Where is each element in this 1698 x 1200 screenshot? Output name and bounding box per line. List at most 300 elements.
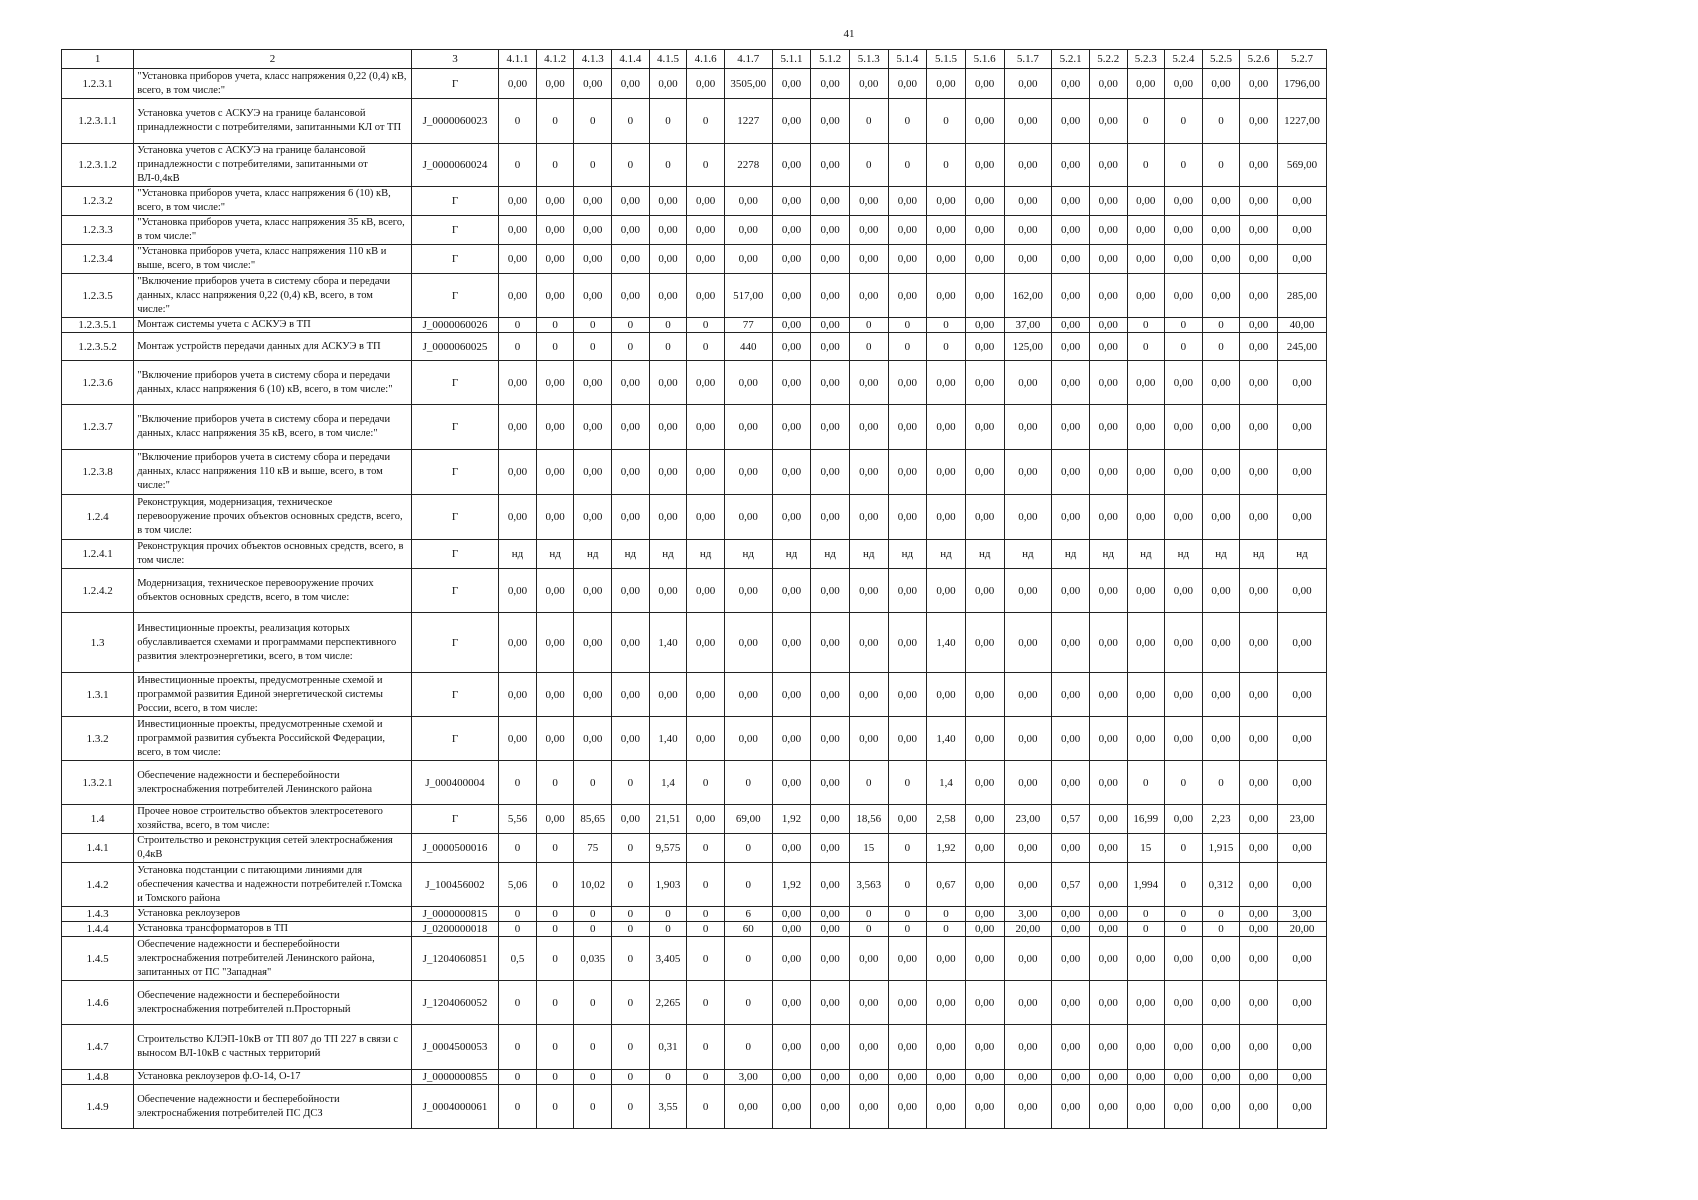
- value-cell: 0,00: [1165, 274, 1203, 318]
- value-cell: 0,00: [1004, 405, 1052, 450]
- table-row: [62, 495, 1327, 540]
- value-cell: 0,00: [536, 69, 574, 99]
- value-cell: 0,00: [1004, 834, 1052, 863]
- value-cell: 20,00: [1004, 922, 1052, 937]
- value-cell: 0,00: [927, 1025, 966, 1070]
- value-cell: 0,00: [499, 69, 537, 99]
- table-body: [62, 69, 1327, 1129]
- value-cell: 0,00: [888, 187, 927, 216]
- value-cell: 0: [612, 1070, 650, 1085]
- value-cell: 0,00: [1052, 834, 1090, 863]
- value-cell: 0,00: [1127, 1025, 1165, 1070]
- value-cell: 0,00: [965, 99, 1004, 144]
- value-cell: 0: [888, 863, 927, 907]
- value-cell: 15: [1127, 834, 1165, 863]
- value-cell: 0,00: [574, 216, 612, 245]
- value-cell: 0,00: [1165, 1085, 1203, 1129]
- value-cell: 0,00: [499, 187, 537, 216]
- value-cell: 0,00: [1004, 245, 1052, 274]
- table-row: [62, 1085, 1327, 1129]
- value-cell: 23,00: [1004, 805, 1052, 834]
- value-cell: 0: [724, 863, 772, 907]
- column-header: 4.1.6: [687, 50, 725, 69]
- value-cell: 0,00: [1277, 1025, 1326, 1070]
- value-cell: 0,00: [965, 907, 1004, 922]
- value-cell: 0,00: [687, 216, 725, 245]
- row-name-cell: "Включение приборов учета в систему сбора и передачи данных, класс напряжения 0,22 (0,4) кВ, всего, в том числе:": [134, 274, 412, 318]
- value-cell: 3,00: [1004, 907, 1052, 922]
- row-number-cell: 1.4.8: [62, 1070, 134, 1085]
- value-cell: 0,00: [612, 216, 650, 245]
- value-cell: 1,40: [649, 717, 687, 761]
- row-number-cell: 1.2.4.1: [62, 540, 134, 569]
- value-cell: 0,00: [1202, 717, 1240, 761]
- value-cell: 0: [499, 922, 537, 937]
- value-cell: 40,00: [1277, 318, 1326, 333]
- value-cell: нд: [1127, 540, 1165, 569]
- value-cell: 0,00: [1052, 450, 1090, 495]
- value-cell: 0,00: [772, 69, 811, 99]
- row-code-cell: J_100456002: [411, 863, 498, 907]
- value-cell: 0,00: [888, 981, 927, 1025]
- value-cell: 0,00: [849, 717, 888, 761]
- value-cell: 0,00: [687, 613, 725, 673]
- row-code-cell: J_0004000061: [411, 1085, 498, 1129]
- value-cell: 0: [612, 1085, 650, 1129]
- value-cell: 0,00: [1127, 613, 1165, 673]
- value-cell: 0: [536, 99, 574, 144]
- value-cell: 0,00: [1089, 761, 1127, 805]
- table-row: [62, 333, 1327, 361]
- value-cell: 0,00: [1127, 187, 1165, 216]
- value-cell: 0,00: [772, 717, 811, 761]
- row-number-cell: 1.4.9: [62, 1085, 134, 1129]
- row-number-cell: 1.2.4.2: [62, 569, 134, 613]
- row-number-cell: 1.2.3.8: [62, 450, 134, 495]
- value-cell: 0,00: [888, 613, 927, 673]
- value-cell: 0: [927, 907, 966, 922]
- value-cell: 0,00: [1277, 1070, 1326, 1085]
- value-cell: 0,00: [499, 673, 537, 717]
- value-cell: 0,00: [965, 144, 1004, 187]
- value-cell: 0,00: [1004, 69, 1052, 99]
- value-cell: 0,00: [1240, 937, 1278, 981]
- value-cell: 0: [499, 907, 537, 922]
- row-number-cell: 1.2.3.1: [62, 69, 134, 99]
- value-cell: 0,00: [849, 245, 888, 274]
- value-cell: 0: [536, 1025, 574, 1070]
- value-cell: 0: [499, 761, 537, 805]
- value-cell: 0,00: [772, 99, 811, 144]
- value-cell: 0,00: [1127, 361, 1165, 405]
- column-header: 2: [134, 50, 412, 69]
- value-cell: 0: [724, 937, 772, 981]
- value-cell: 0,00: [811, 245, 850, 274]
- value-cell: 0,00: [1089, 333, 1127, 361]
- value-cell: 0,00: [612, 569, 650, 613]
- value-cell: 0,00: [811, 333, 850, 361]
- row-number-cell: 1.2.3.2: [62, 187, 134, 216]
- value-cell: 0,00: [1202, 405, 1240, 450]
- value-cell: 0,00: [811, 1070, 850, 1085]
- value-cell: 0: [536, 907, 574, 922]
- row-number-cell: 1.2.3.4: [62, 245, 134, 274]
- value-cell: 0,00: [849, 569, 888, 613]
- value-cell: 0,00: [965, 613, 1004, 673]
- row-code-cell: Г: [411, 405, 498, 450]
- value-cell: 0,00: [1004, 613, 1052, 673]
- row-name-cell: Модернизация, техническое перевооружение прочих объектов основных средств, всего, в том числе:: [134, 569, 412, 613]
- value-cell: 0: [574, 1085, 612, 1129]
- row-number-cell: 1.3.2: [62, 717, 134, 761]
- value-cell: 0,00: [1004, 761, 1052, 805]
- value-cell: 0,00: [574, 187, 612, 216]
- value-cell: 0,00: [965, 761, 1004, 805]
- value-cell: 0: [649, 922, 687, 937]
- value-cell: 0,00: [965, 245, 1004, 274]
- value-cell: 3,00: [724, 1070, 772, 1085]
- value-cell: 0,00: [1052, 613, 1090, 673]
- value-cell: 0,00: [1089, 144, 1127, 187]
- value-cell: 0,00: [1165, 673, 1203, 717]
- row-number-cell: 1.4.6: [62, 981, 134, 1025]
- value-cell: 0: [927, 144, 966, 187]
- row-code-cell: Г: [411, 717, 498, 761]
- value-cell: 0,00: [1165, 450, 1203, 495]
- value-cell: 0,00: [536, 613, 574, 673]
- value-cell: 0,00: [1004, 216, 1052, 245]
- row-code-cell: Г: [411, 274, 498, 318]
- value-cell: 0,00: [1004, 1025, 1052, 1070]
- value-cell: 0,00: [965, 673, 1004, 717]
- row-code-cell: J_0000000855: [411, 1070, 498, 1085]
- value-cell: 0,00: [687, 405, 725, 450]
- value-cell: 0: [927, 99, 966, 144]
- value-cell: 0,00: [1202, 495, 1240, 540]
- value-cell: 0: [1202, 333, 1240, 361]
- value-cell: 0,00: [811, 805, 850, 834]
- row-name-cell: "Установка приборов учета, класс напряжения 110 кВ и выше, всего, в том числе:": [134, 245, 412, 274]
- page-number: 41: [843, 28, 855, 40]
- table-header: [62, 50, 1327, 69]
- value-cell: 0: [612, 937, 650, 981]
- value-cell: 2,58: [927, 805, 966, 834]
- value-cell: 0: [687, 907, 725, 922]
- value-cell: 0,00: [1004, 863, 1052, 907]
- value-cell: 0,00: [1052, 761, 1090, 805]
- value-cell: 0,00: [687, 361, 725, 405]
- row-name-cell: "Установка приборов учета, класс напряжения 6 (10) кВ, всего, в том числе:": [134, 187, 412, 216]
- value-cell: 0,00: [927, 245, 966, 274]
- value-cell: 0,67: [927, 863, 966, 907]
- value-cell: 0,00: [1240, 1025, 1278, 1070]
- value-cell: 0,00: [1052, 922, 1090, 937]
- value-cell: 0,00: [772, 937, 811, 981]
- value-cell: 0,00: [888, 717, 927, 761]
- value-cell: 0: [536, 1070, 574, 1085]
- row-number-cell: 1.4.1: [62, 834, 134, 863]
- value-cell: 0,00: [1089, 495, 1127, 540]
- table-row: [62, 187, 1327, 216]
- row-code-cell: J_0000060026: [411, 318, 498, 333]
- value-cell: 285,00: [1277, 274, 1326, 318]
- value-cell: 0: [612, 144, 650, 187]
- value-cell: 0,00: [1089, 613, 1127, 673]
- value-cell: 0,00: [1089, 245, 1127, 274]
- value-cell: 517,00: [724, 274, 772, 318]
- value-cell: 0,00: [1240, 216, 1278, 245]
- value-cell: 0: [536, 834, 574, 863]
- value-cell: 0: [1127, 922, 1165, 937]
- value-cell: 0,00: [1004, 450, 1052, 495]
- value-cell: нд: [574, 540, 612, 569]
- value-cell: 0,00: [1202, 981, 1240, 1025]
- value-cell: 0,00: [1089, 717, 1127, 761]
- row-name-cell: Обеспечение надежности и бесперебойности электроснабжения потребителей п.Просторный: [134, 981, 412, 1025]
- value-cell: 0,00: [1202, 569, 1240, 613]
- row-name-cell: Установка реклоузеров ф.О-14, О-17: [134, 1070, 412, 1085]
- value-cell: 0,00: [811, 361, 850, 405]
- value-cell: 21,51: [649, 805, 687, 834]
- value-cell: 0,00: [687, 495, 725, 540]
- value-cell: 0,00: [1277, 673, 1326, 717]
- value-cell: 0,00: [1004, 981, 1052, 1025]
- value-cell: 0,00: [811, 144, 850, 187]
- value-cell: 2278: [724, 144, 772, 187]
- row-code-cell: Г: [411, 569, 498, 613]
- value-cell: 0,00: [1004, 1085, 1052, 1129]
- row-number-cell: 1.3: [62, 613, 134, 673]
- value-cell: 0: [499, 333, 537, 361]
- value-cell: 0: [687, 1070, 725, 1085]
- value-cell: 0: [1165, 318, 1203, 333]
- value-cell: 0: [1165, 144, 1203, 187]
- value-cell: 5,56: [499, 805, 537, 834]
- value-cell: 0,57: [1052, 805, 1090, 834]
- column-header: 5.1.2: [811, 50, 850, 69]
- value-cell: нд: [849, 540, 888, 569]
- value-cell: 0,00: [724, 450, 772, 495]
- value-cell: 0,00: [811, 450, 850, 495]
- value-cell: 0: [499, 1025, 537, 1070]
- value-cell: 0: [1202, 144, 1240, 187]
- row-code-cell: J_0000060024: [411, 144, 498, 187]
- value-cell: 0,00: [1240, 187, 1278, 216]
- column-header: 4.1.1: [499, 50, 537, 69]
- value-cell: 0,00: [1165, 187, 1203, 216]
- value-cell: 0,00: [965, 937, 1004, 981]
- value-cell: 0: [536, 761, 574, 805]
- value-cell: 0,00: [687, 274, 725, 318]
- value-cell: 0,00: [965, 495, 1004, 540]
- value-cell: 0,00: [811, 863, 850, 907]
- value-cell: 0,00: [1240, 569, 1278, 613]
- value-cell: 0,57: [1052, 863, 1090, 907]
- value-cell: 0,00: [1165, 981, 1203, 1025]
- value-cell: 0,00: [1277, 495, 1326, 540]
- value-cell: 0,00: [612, 717, 650, 761]
- table-row: [62, 99, 1327, 144]
- value-cell: 0,00: [649, 216, 687, 245]
- value-cell: 0,00: [965, 805, 1004, 834]
- value-cell: 0,00: [772, 318, 811, 333]
- value-cell: 0,00: [888, 1025, 927, 1070]
- value-cell: 0,00: [1202, 1025, 1240, 1070]
- value-cell: 0,00: [1052, 1070, 1090, 1085]
- row-name-cell: Установка трансформаторов в ТП: [134, 922, 412, 937]
- column-header: 5.2.1: [1052, 50, 1090, 69]
- row-name-cell: Установка подстанции с питающими линиями для обеспечения качества и надежности потребителей г.Томска и Томского района: [134, 863, 412, 907]
- value-cell: 0,00: [1240, 613, 1278, 673]
- value-cell: 0: [849, 333, 888, 361]
- row-code-cell: J_0004500053: [411, 1025, 498, 1070]
- value-cell: 0: [649, 907, 687, 922]
- value-cell: 0,00: [927, 495, 966, 540]
- value-cell: 0,00: [1240, 245, 1278, 274]
- value-cell: 0,00: [811, 834, 850, 863]
- value-cell: 0,00: [849, 69, 888, 99]
- value-cell: 3,563: [849, 863, 888, 907]
- value-cell: 0,00: [1240, 981, 1278, 1025]
- value-cell: 0,00: [1165, 405, 1203, 450]
- row-code-cell: J_1204060851: [411, 937, 498, 981]
- value-cell: 0: [499, 144, 537, 187]
- value-cell: 0: [574, 761, 612, 805]
- value-cell: 77: [724, 318, 772, 333]
- row-number-cell: 1.2.3.7: [62, 405, 134, 450]
- value-cell: 1227,00: [1277, 99, 1326, 144]
- row-name-cell: "Включение приборов учета в систему сбора и передачи данных, класс напряжения 110 кВ и выше, всего, в том числе:": [134, 450, 412, 495]
- value-cell: 0,00: [772, 495, 811, 540]
- value-cell: 0,5: [499, 937, 537, 981]
- value-cell: 0,00: [811, 187, 850, 216]
- value-cell: 0,00: [888, 1070, 927, 1085]
- value-cell: 0: [612, 834, 650, 863]
- value-cell: 0: [574, 333, 612, 361]
- value-cell: 0,00: [612, 274, 650, 318]
- value-cell: 0,00: [1127, 569, 1165, 613]
- value-cell: 0,00: [1052, 361, 1090, 405]
- row-number-cell: 1.3.1: [62, 673, 134, 717]
- value-cell: 0,00: [1240, 361, 1278, 405]
- value-cell: 0,00: [649, 405, 687, 450]
- value-cell: 0,00: [888, 274, 927, 318]
- row-name-cell: "Включение приборов учета в систему сбора и передачи данных, класс напряжения 35 кВ, всего, в том числе:": [134, 405, 412, 450]
- value-cell: 0,00: [927, 216, 966, 245]
- value-cell: 3505,00: [724, 69, 772, 99]
- value-cell: нд: [772, 540, 811, 569]
- value-cell: 0,00: [1089, 863, 1127, 907]
- value-cell: 0,00: [811, 922, 850, 937]
- value-cell: 0,00: [536, 245, 574, 274]
- value-cell: 0: [1127, 761, 1165, 805]
- value-cell: 0: [888, 834, 927, 863]
- value-cell: 0,00: [1004, 187, 1052, 216]
- value-cell: 0,00: [612, 405, 650, 450]
- value-cell: 0,00: [1277, 981, 1326, 1025]
- row-number-cell: 1.4.4: [62, 922, 134, 937]
- value-cell: 0: [724, 981, 772, 1025]
- value-cell: 0,00: [1089, 69, 1127, 99]
- row-name-cell: Обеспечение надежности и бесперебойности электроснабжения потребителей Ленинского района: [134, 761, 412, 805]
- value-cell: 0,00: [612, 673, 650, 717]
- row-name-cell: Установка учетов с АСКУЭ на границе балансовой принадлежности с потребителями, запитанными от ВЛ-0,4кВ: [134, 144, 412, 187]
- value-cell: 0,00: [1202, 245, 1240, 274]
- row-name-cell: Строительство и реконструкция сетей электроснабжения 0,4кВ: [134, 834, 412, 863]
- value-cell: 0,00: [1165, 805, 1203, 834]
- value-cell: 0,00: [687, 245, 725, 274]
- value-cell: 0,00: [612, 450, 650, 495]
- value-cell: 0,00: [1277, 450, 1326, 495]
- table-row: [62, 863, 1327, 907]
- value-cell: 0,00: [965, 405, 1004, 450]
- row-name-cell: Монтаж устройств передачи данных для АСКУЭ в ТП: [134, 333, 412, 361]
- value-cell: 0: [888, 761, 927, 805]
- value-cell: 0,00: [1202, 361, 1240, 405]
- value-cell: 0: [536, 1085, 574, 1129]
- row-number-cell: 1.4.3: [62, 907, 134, 922]
- value-cell: 0,00: [649, 569, 687, 613]
- value-cell: 0,00: [927, 981, 966, 1025]
- value-cell: 0,00: [849, 361, 888, 405]
- value-cell: 0,00: [811, 69, 850, 99]
- value-cell: 0,00: [536, 361, 574, 405]
- value-cell: 0,00: [1277, 937, 1326, 981]
- row-number-cell: 1.2.3.5.1: [62, 318, 134, 333]
- value-cell: 0: [687, 1085, 725, 1129]
- value-cell: 0,00: [649, 69, 687, 99]
- value-cell: 0,00: [965, 717, 1004, 761]
- value-cell: 0,00: [1052, 405, 1090, 450]
- value-cell: 0,00: [772, 1025, 811, 1070]
- value-cell: 0: [574, 1070, 612, 1085]
- table-row: [62, 673, 1327, 717]
- row-code-cell: J_0000060023: [411, 99, 498, 144]
- value-cell: 0,00: [612, 69, 650, 99]
- value-cell: 0,00: [1089, 216, 1127, 245]
- value-cell: 0,00: [1052, 907, 1090, 922]
- value-cell: 0,00: [687, 69, 725, 99]
- column-header: 5.1.7: [1004, 50, 1052, 69]
- value-cell: 0,00: [724, 405, 772, 450]
- value-cell: 0,00: [1127, 216, 1165, 245]
- value-cell: 0,00: [1052, 216, 1090, 245]
- value-cell: 0,00: [849, 450, 888, 495]
- value-cell: 0: [687, 99, 725, 144]
- value-cell: 0: [687, 981, 725, 1025]
- row-name-cell: Строительство КЛЭП-10кВ от ТП 807 до ТП 227 в связи с выносом ВЛ-10кВ с частных территорий: [134, 1025, 412, 1070]
- value-cell: 1,92: [772, 863, 811, 907]
- value-cell: 0,00: [811, 495, 850, 540]
- value-cell: 0,00: [888, 673, 927, 717]
- value-cell: 0,00: [772, 761, 811, 805]
- value-cell: 0: [649, 144, 687, 187]
- value-cell: 0,00: [811, 761, 850, 805]
- value-cell: 0: [499, 1070, 537, 1085]
- value-cell: 0,00: [772, 216, 811, 245]
- value-cell: 0: [849, 318, 888, 333]
- table-row: [62, 540, 1327, 569]
- row-name-cell: "Установка приборов учета, класс напряжения 0,22 (0,4) кВ, всего, в том числе:": [134, 69, 412, 99]
- column-header: 5.2.6: [1240, 50, 1278, 69]
- row-code-cell: Г: [411, 69, 498, 99]
- value-cell: 0,00: [965, 981, 1004, 1025]
- value-cell: 0,00: [849, 1070, 888, 1085]
- value-cell: 0: [687, 318, 725, 333]
- value-cell: 0,00: [849, 495, 888, 540]
- value-cell: нд: [888, 540, 927, 569]
- value-cell: 0: [687, 333, 725, 361]
